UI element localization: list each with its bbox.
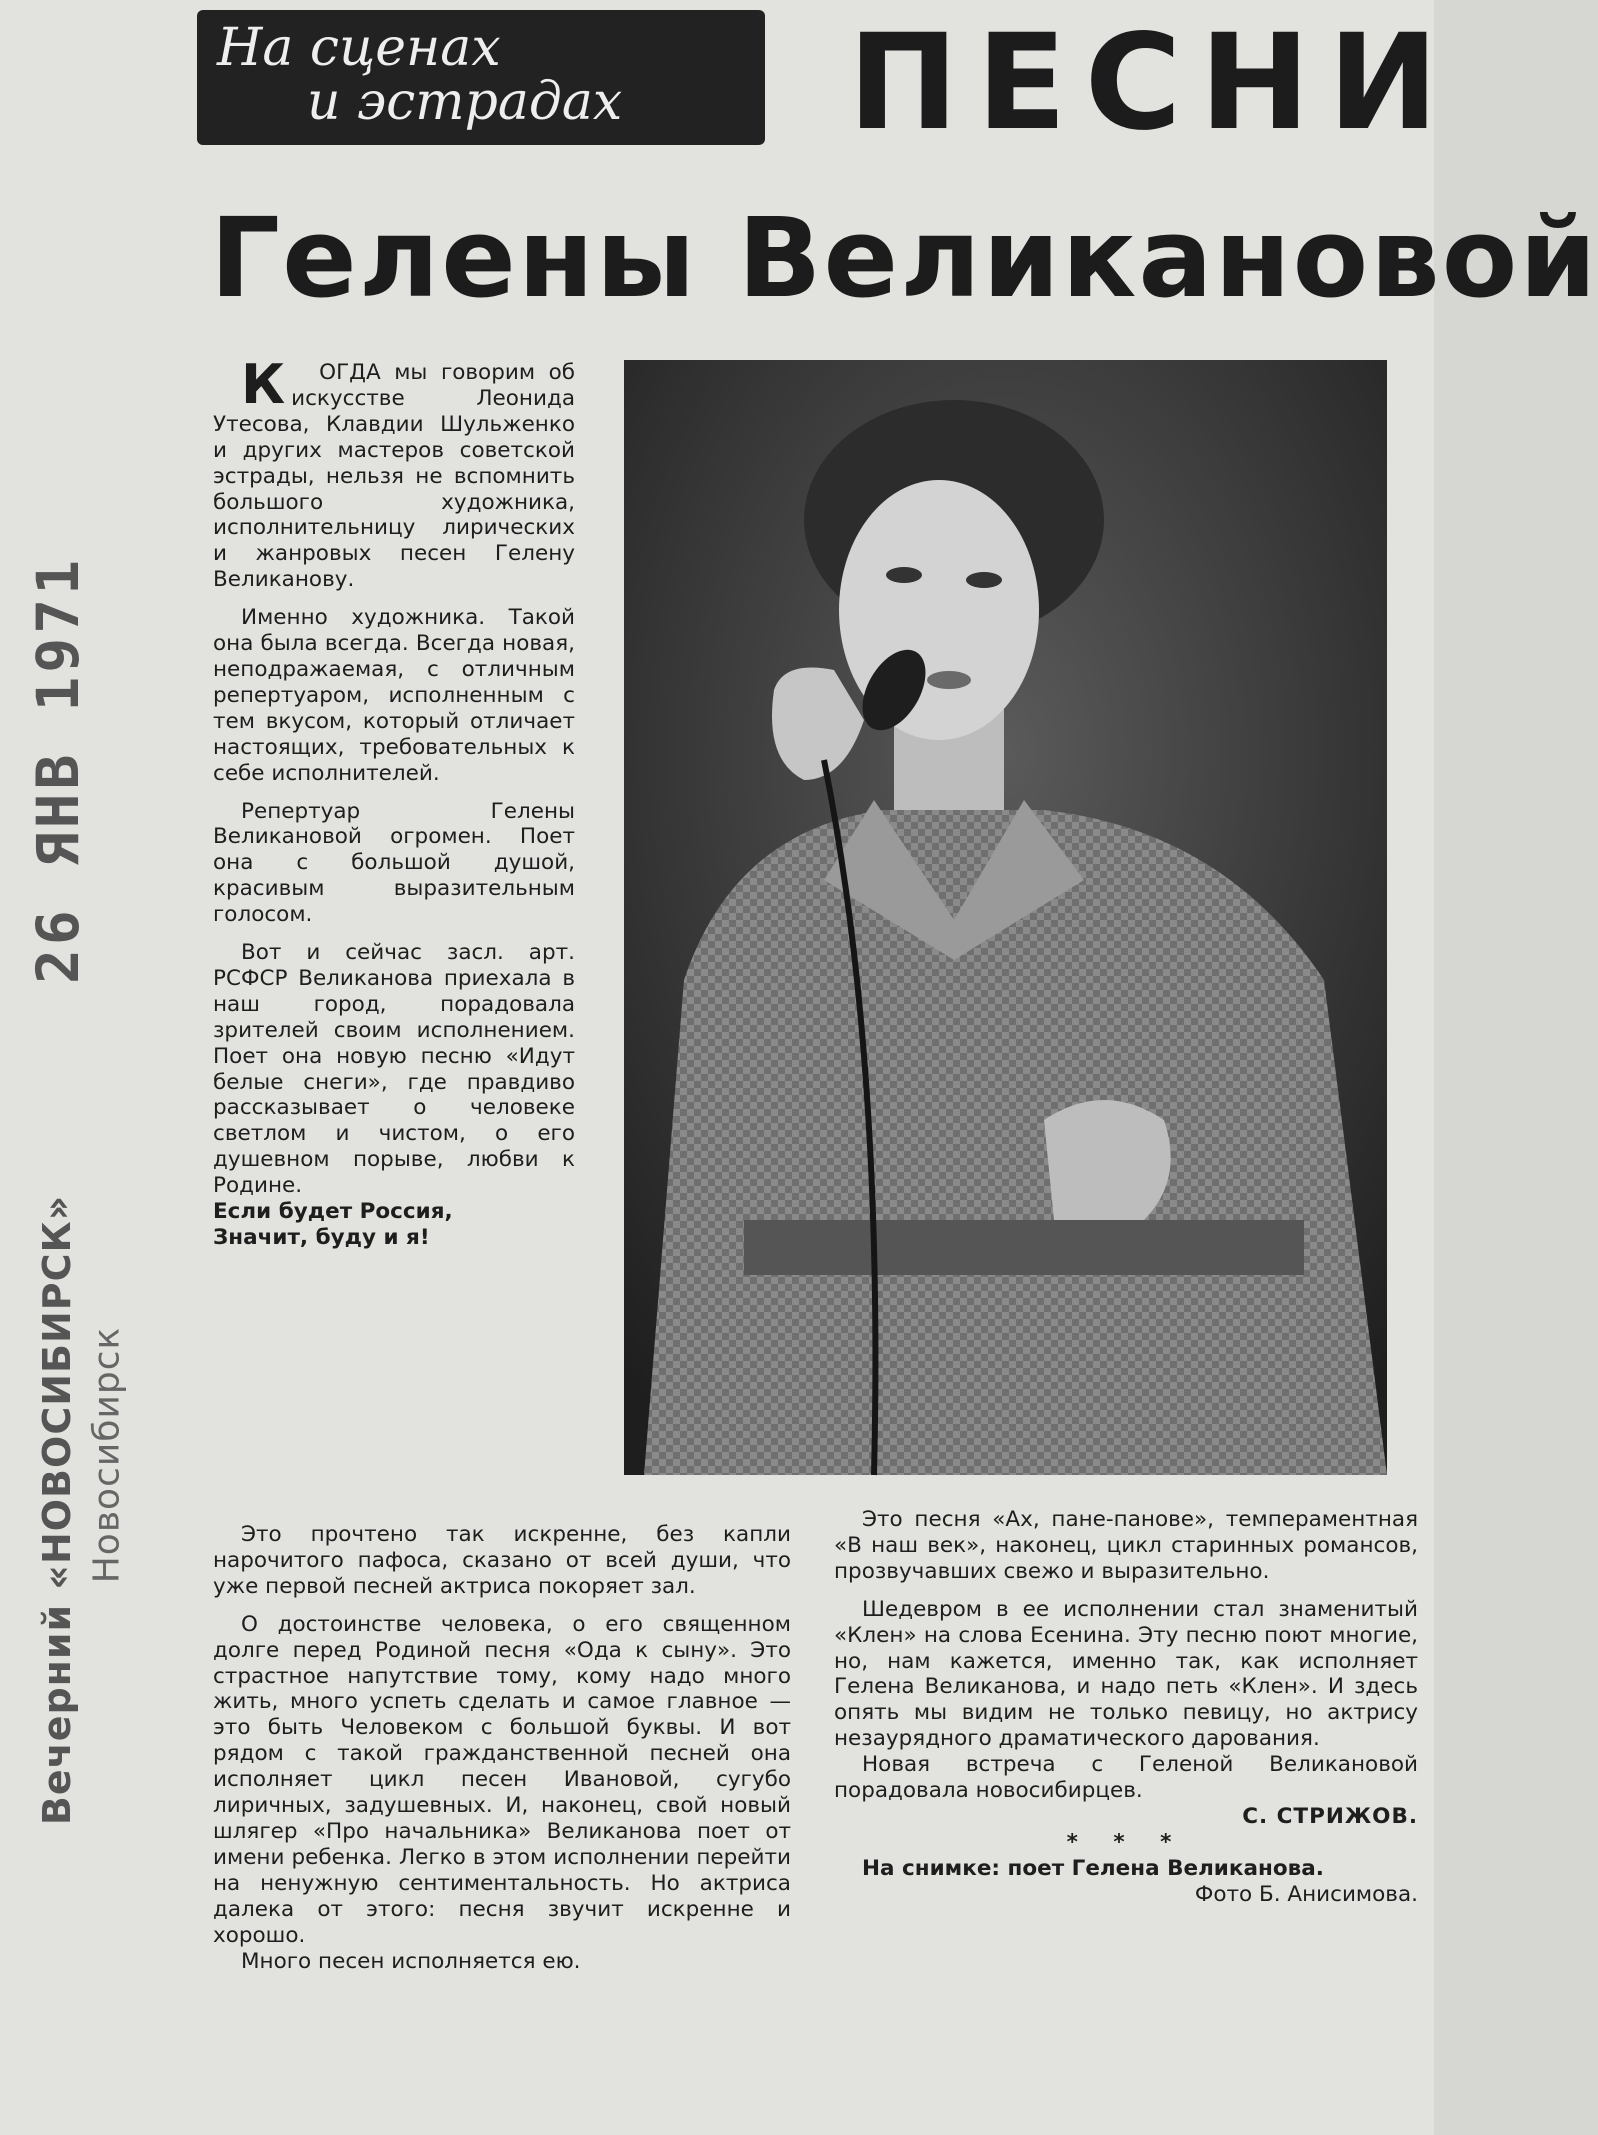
paragraph: Шедевром в ее исполнении стал знаменитый «Клен» на слова Есенина. Эту песню поют многие, но, нам кажется, именно так, как исполняет Гелена Великанова, и надо петь «Клен». И здесь опять мы видим не только певицу, но актрису незаурядного драматического дарования.: [834, 1596, 1418, 1752]
lead-paragraph: [213, 353, 575, 593]
headline-word: ПЕСНИ: [848, 6, 1457, 160]
date-stamp-text: 26 ЯНВ 1971: [24, 555, 92, 985]
paragraph: Именно художника. Такой она была всегда. Всегда новая, неподражаемая, с отличным репертуаром, исполненным с тем вкусом, который отличает настоящих, требовательных к себе исполнителей.: [213, 605, 575, 786]
city-stamp: [82, 1290, 132, 1620]
paragraph: Репертуар Гелены Великановой огромен. Поет она с большой душой, красивым выразительным голосом.: [213, 798, 575, 928]
paragraph: О достоинстве человека, о его священном долге перед Родиной песня «Ода к сыну». Это страстное напутствие тому, кому надо много жить, много успеть сделать и самое главное — это быть Человеком с большой буквы. И вот рядом с такой гражданственной песней она исполняет цикл песен Ивановой, сугубо лиричных, задушевных. И, наконец, свой новый шлягер «Про начальника» Великанова поет от имени ребенка. Легко в этом исполнении перейти на ненужную сентиментальность. Но актриса далека от этого: песня звучит искренне и хорошо.: [213, 1611, 791, 1948]
section-separator: * * *: [1066, 1829, 1186, 1855]
drop-cap: К: [241, 353, 286, 416]
paragraph: Вот и сейчас засл. арт. РСФСР Великанова приехала в наш город, порадовала зрителей своим исполнением. Поет она новую песню «Идут белые снеги», где правдиво рассказывает о человеке светлом и чистом, о его душевном порыве, любви к Родине.: [213, 940, 575, 1199]
headline-name: Гелены Великановой: [210, 194, 1598, 322]
newspaper-stamp-text: Вечерний «НОВОСИБИРСК»: [35, 1194, 79, 1826]
lead-text: ОГДА мы говорим об искусстве Леонида Утесова, Клавдии Шульженко и других мастеров советской эстрады, нельзя не вспомнить большого художника, исполнительницу лирических и жанровых песен Гелену Великанову.: [213, 360, 575, 593]
photo-caption: На снимке: поет Гелена Великанова.: [862, 1855, 1324, 1881]
verse-line: Если будет Россия,: [213, 1199, 453, 1225]
paragraph: Много песен исполняется ею.: [241, 1948, 581, 1974]
singer-photo: [624, 360, 1387, 1475]
photo-credit: Фото Б. Анисимова.: [1194, 1881, 1418, 1907]
city-stamp-text: Новосибирск: [86, 1326, 128, 1584]
article-column-2: [213, 1522, 791, 1974]
paragraph: Новая встреча с Геленой Великановой порадовала новосибирцев.: [834, 1752, 1418, 1804]
rubric-line-2: и эстрадах: [307, 72, 623, 132]
author-signature: С. СТРИЖОВ.: [1242, 1803, 1418, 1829]
article-column-1: [213, 353, 575, 1251]
rubric-badge: [197, 10, 765, 145]
paragraph: Это песня «Ах, пане-панове», темпераментная «В наш век», наконец, цикл старинных романсов, прозвучавших свежо и выразительно.: [834, 1507, 1418, 1584]
date-stamp: [24, 555, 92, 985]
verse-line: Значит, буду и я!: [213, 1225, 430, 1250]
singer-photo-illustration: [624, 360, 1387, 1475]
article-column-3: [834, 1507, 1418, 1908]
paragraph: Это прочтено так искренне, без капли нарочитого пафоса, сказано от всей души, что уже первой песней актриса покоряет зал.: [213, 1522, 791, 1599]
rubric-line-1: На сценах: [217, 18, 501, 78]
